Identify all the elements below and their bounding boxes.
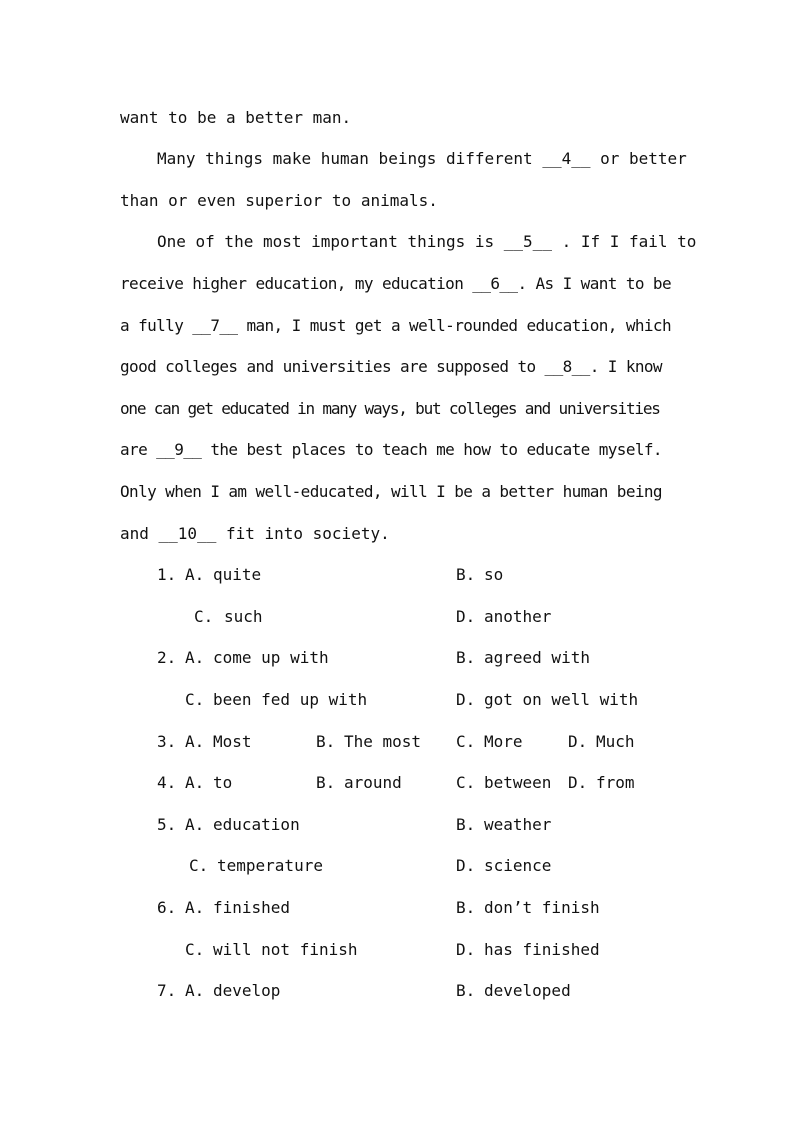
passage-line: than or even superior to animals. (120, 191, 438, 210)
option-text: quite (213, 565, 262, 584)
option-text: such (224, 607, 263, 626)
option-letter: D. (456, 940, 476, 959)
option-letter: A. (185, 773, 205, 792)
passage-line: Only when I am well-educated, will I be a better human being (120, 482, 662, 501)
option-letter: B. (456, 981, 476, 1000)
option-text: finished (213, 898, 291, 917)
option-letter: B. (456, 815, 476, 834)
option-letter: A. (185, 898, 205, 917)
option-letter: C. (194, 607, 214, 626)
passage-line: good colleges and universities are supposed to __8__. I know (120, 357, 662, 376)
option-text: The most (344, 732, 422, 751)
option-text: between (484, 773, 552, 792)
option-text: been fed up with (213, 690, 368, 709)
option-text: so (484, 565, 504, 584)
question-number: 6. (157, 898, 177, 917)
option-letter: D. (568, 773, 588, 792)
option-letter: D. (456, 690, 476, 709)
option-text: will not finish (213, 940, 358, 959)
option-text: temperature (217, 856, 323, 875)
passage-line: want to be a better man. (120, 108, 352, 127)
option-text: around (344, 773, 402, 792)
option-letter: B. (456, 565, 476, 584)
passage-line: are __9__ the best places to teach me how to educate myself. (120, 440, 662, 459)
option-letter: B. (456, 898, 476, 917)
question-number: 5. (157, 815, 177, 834)
option-letter: D. (568, 732, 588, 751)
option-letter: B. (316, 732, 336, 751)
option-text: education (213, 815, 300, 834)
option-text: to (213, 773, 233, 792)
option-letter: D. (456, 856, 476, 875)
option-text: another (484, 607, 552, 626)
option-letter: B. (456, 648, 476, 667)
passage-line: One of the most important things is __5__ . If I fail to (157, 232, 697, 251)
option-text: agreed with (484, 648, 590, 667)
passage-line: and __10__ fit into society. (120, 524, 390, 543)
option-letter: C. (456, 773, 476, 792)
option-text: has finished (484, 940, 600, 959)
option-letter: C. (456, 732, 476, 751)
option-letter: A. (185, 815, 205, 834)
passage-line: a fully __7__ man, I must get a well-rounded education, which (120, 316, 672, 335)
option-letter: A. (185, 648, 205, 667)
option-letter: C. (189, 856, 209, 875)
option-text: got on well with (484, 690, 639, 709)
question-number: 4. (157, 773, 177, 792)
option-letter: A. (185, 732, 205, 751)
option-letter: C. (185, 940, 205, 959)
option-letter: B. (316, 773, 336, 792)
option-text: from (596, 773, 635, 792)
option-letter: D. (456, 607, 476, 626)
passage-line: one can get educated in many ways, but colleges and universities (120, 399, 660, 418)
option-text: don’t finish (484, 898, 600, 917)
option-text: weather (484, 815, 552, 834)
option-text: Most (213, 732, 252, 751)
option-text: science (484, 856, 552, 875)
option-text: developed (484, 981, 571, 1000)
passage-line: receive higher education, my education __6__. As I want to be (120, 274, 672, 293)
passage-line: Many things make human beings different __4__ or better (157, 149, 687, 168)
question-number: 2. (157, 648, 177, 667)
option-letter: A. (185, 981, 205, 1000)
option-text: More (484, 732, 523, 751)
option-letter: C. (185, 690, 205, 709)
question-number: 3. (157, 732, 177, 751)
option-text: develop (213, 981, 281, 1000)
option-text: Much (596, 732, 635, 751)
question-number: 1. (157, 565, 177, 584)
option-letter: A. (185, 565, 205, 584)
question-number: 7. (157, 981, 177, 1000)
option-text: come up with (213, 648, 329, 667)
